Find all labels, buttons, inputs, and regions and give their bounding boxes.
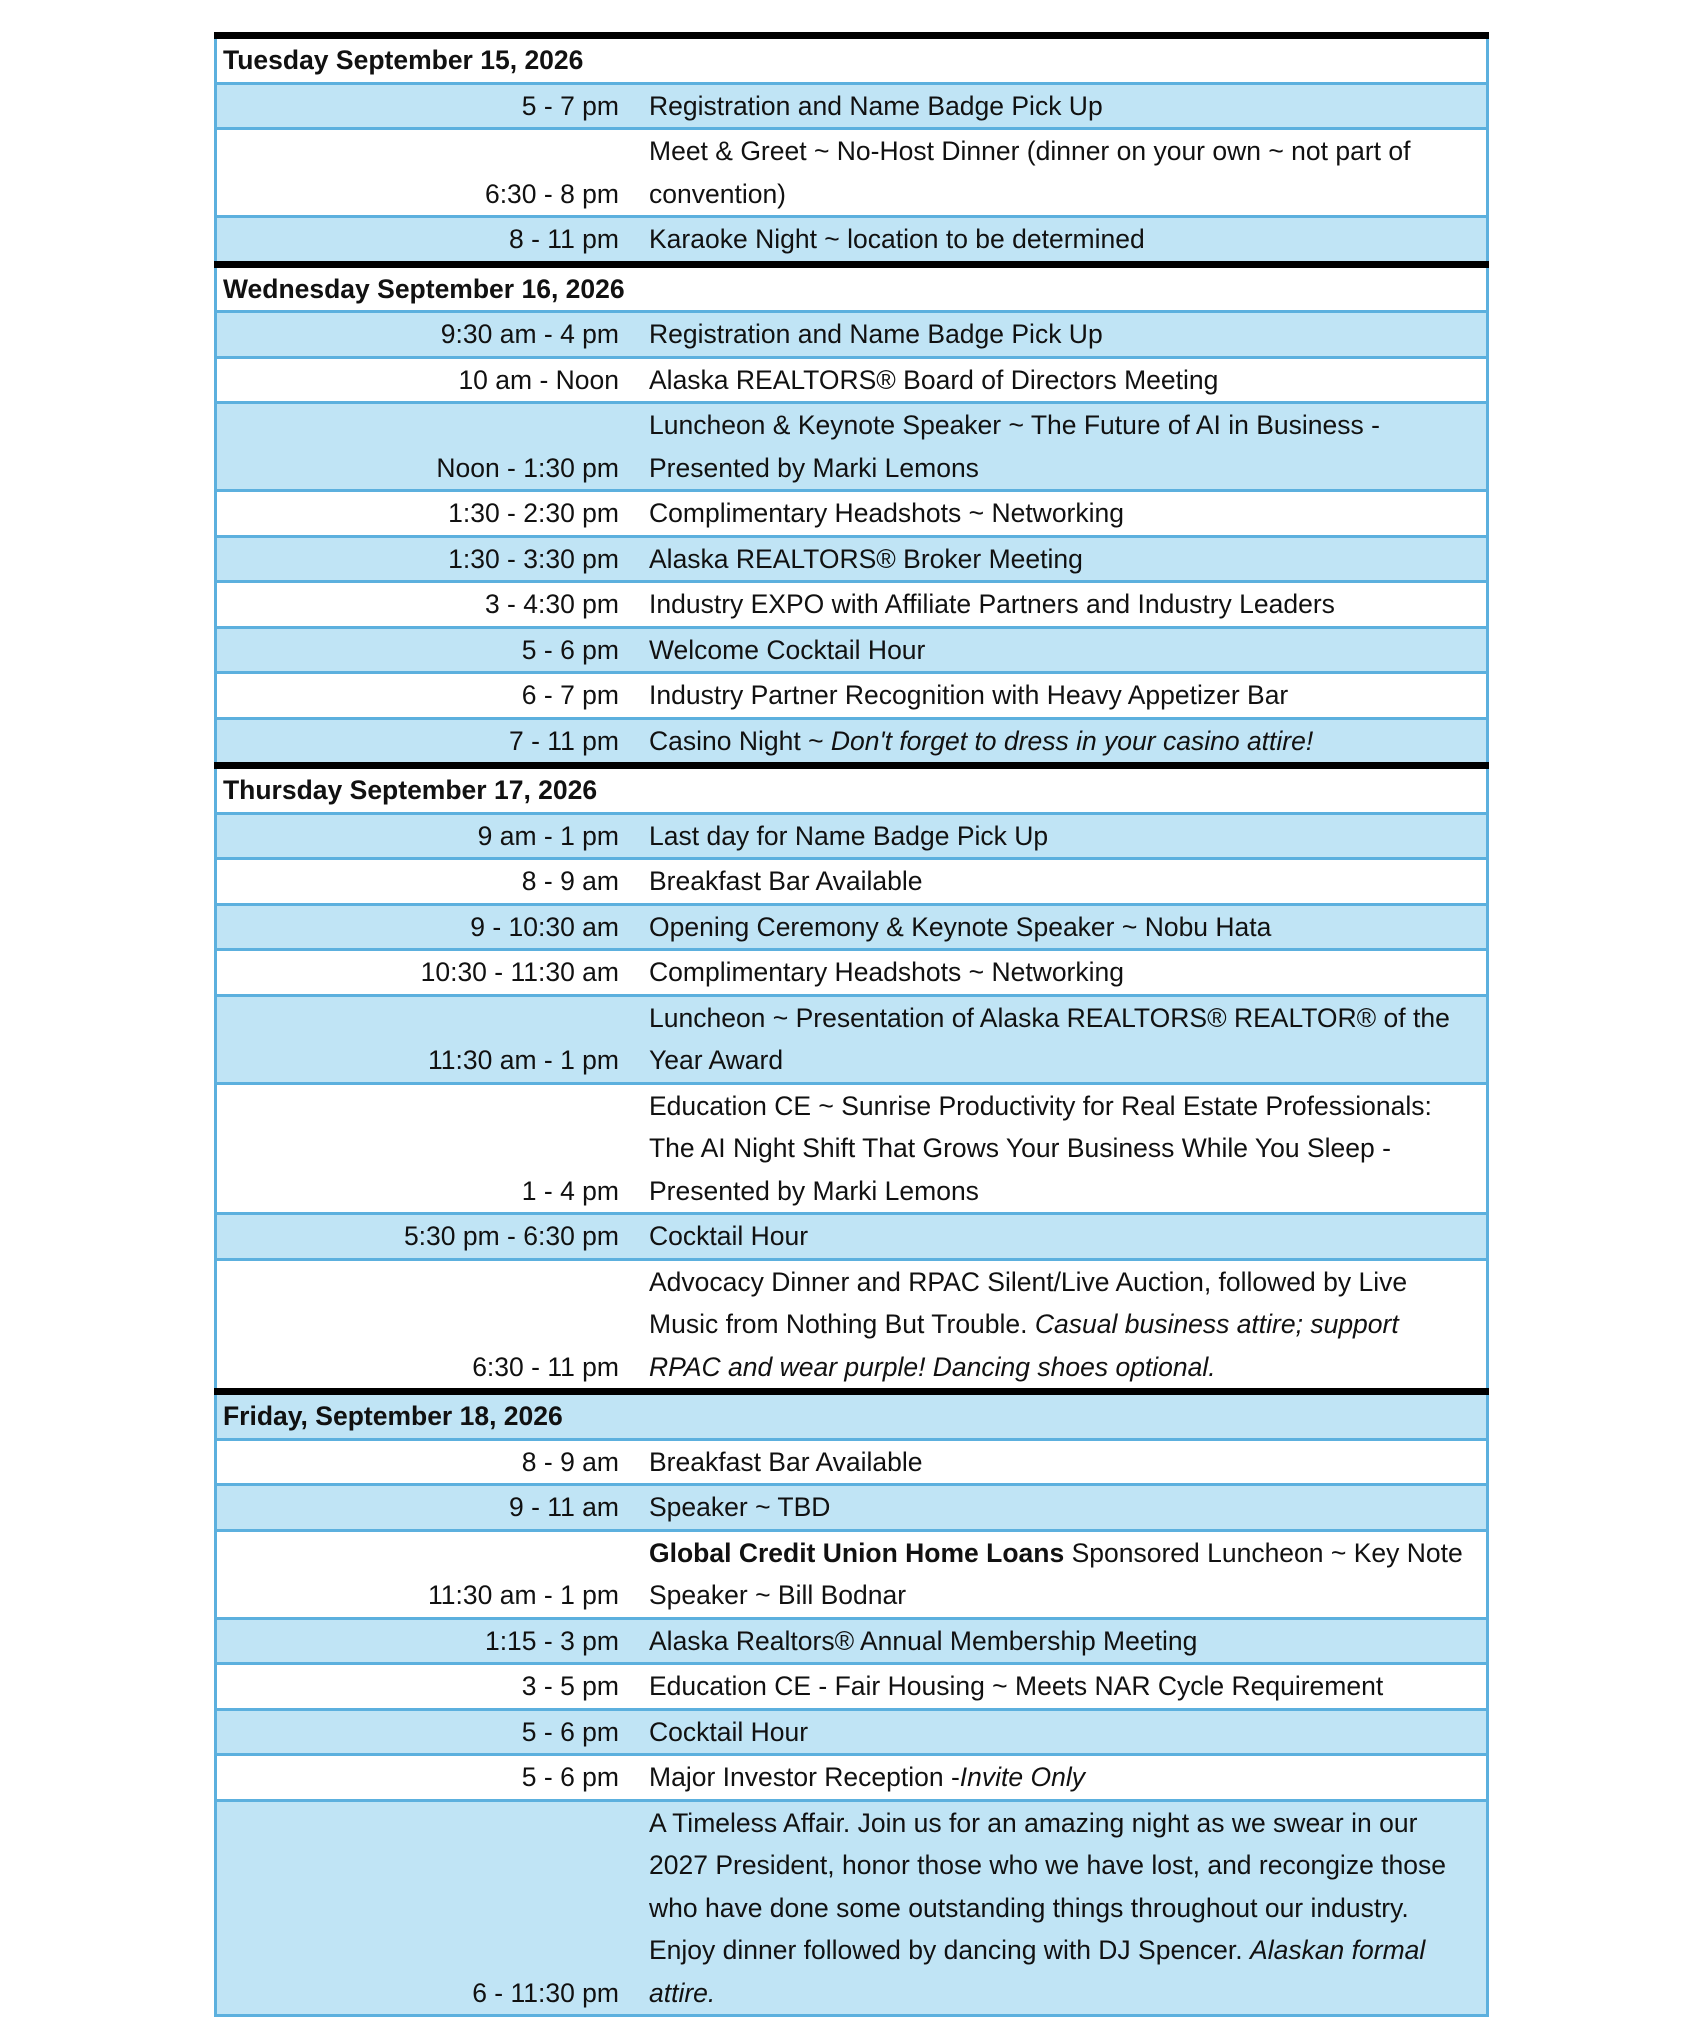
event-description: Education CE - Fair Housing ~ Meets NAR Cycle Requirement xyxy=(641,1664,1488,1710)
event-time: 10 am - Noon xyxy=(216,357,642,403)
event-description: Luncheon & Keynote Speaker ~ The Future of AI in Business - Presented by Marki Lemons xyxy=(641,403,1488,491)
event-row xyxy=(216,950,1488,996)
event-description: Alaska REALTORS® Broker Meeting xyxy=(641,536,1488,582)
event-description: Cocktail Hour xyxy=(641,1214,1488,1260)
event-row xyxy=(216,403,1488,491)
event-time: 8 - 11 pm xyxy=(216,217,642,265)
event-time: 1 - 4 pm xyxy=(216,1083,642,1214)
day-title: Friday, September 18, 2026 xyxy=(216,1392,1488,1440)
event-row xyxy=(216,217,1488,265)
event-description xyxy=(641,1755,1488,1801)
event-row xyxy=(216,536,1488,582)
event-row xyxy=(216,1618,1488,1664)
event-row xyxy=(216,1214,1488,1260)
event-row xyxy=(216,1083,1488,1214)
event-row xyxy=(216,718,1488,766)
event-row xyxy=(216,1259,1488,1392)
event-description: Alaska Realtors® Annual Membership Meeting xyxy=(641,1618,1488,1664)
event-description: Industry EXPO with Affiliate Partners and Industry Leaders xyxy=(641,582,1488,628)
event-row xyxy=(216,582,1488,628)
event-description: Complimentary Headshots ~ Networking xyxy=(641,950,1488,996)
event-description: Karaoke Night ~ location to be determined xyxy=(641,217,1488,265)
event-time: 6:30 - 11 pm xyxy=(216,1259,642,1392)
event-description: Luncheon ~ Presentation of Alaska REALTORS® REALTOR® of the Year Award xyxy=(641,995,1488,1083)
event-row xyxy=(216,673,1488,719)
event-time: 5 - 6 pm xyxy=(216,627,642,673)
day-header-row xyxy=(216,766,1488,814)
event-description: Opening Ceremony & Keynote Speaker ~ Nobu Hata xyxy=(641,904,1488,950)
event-note: Alaskan formal attire. xyxy=(649,1935,1426,2008)
event-row xyxy=(216,1800,1488,2016)
event-row xyxy=(216,357,1488,403)
event-description: Education CE ~ Sunrise Productivity for Real Estate Professionals: The AI Night Shift That Grows Your Business While You Sleep - Presented by Marki Lemons xyxy=(641,1083,1488,1214)
event-row xyxy=(216,129,1488,217)
event-time: 10:30 - 11:30 am xyxy=(216,950,642,996)
event-description: Alaska REALTORS® Board of Directors Meeting xyxy=(641,357,1488,403)
event-description: Registration and Name Badge Pick Up xyxy=(641,312,1488,358)
day-title: Wednesday September 16, 2026 xyxy=(216,264,1488,312)
event-time: 8 - 9 am xyxy=(216,1439,642,1485)
event-text: Casino Night ~ xyxy=(649,725,831,756)
event-note: Don't forget to dress in your casino attire! xyxy=(830,725,1314,756)
sponsor-name: Global Credit Union Home Loans xyxy=(649,1537,1065,1568)
day-header-row xyxy=(216,36,1488,84)
event-time: 1:30 - 3:30 pm xyxy=(216,536,642,582)
event-description xyxy=(641,1530,1488,1618)
event-description: Industry Partner Recognition with Heavy Appetizer Bar xyxy=(641,673,1488,719)
convention-schedule-table xyxy=(214,32,1489,2017)
event-row xyxy=(216,995,1488,1083)
event-time: 9:30 am - 4 pm xyxy=(216,312,642,358)
event-description: Cocktail Hour xyxy=(641,1709,1488,1755)
event-note: Invite Only xyxy=(959,1762,1085,1792)
event-time: 11:30 am - 1 pm xyxy=(216,1530,642,1618)
event-row xyxy=(216,813,1488,859)
event-text: A Timeless Affair. Join us for an amazing night as we swear in our 2027 President, honor those who we have lost, and recongize those who have done some outstanding things throughout our industry. Enjoy dinner followed by dancing with DJ Spencer. xyxy=(649,1807,1446,1965)
event-text: Major Investor Reception - xyxy=(649,1762,960,1792)
event-time: 6 - 7 pm xyxy=(216,673,642,719)
event-text: Sponsored Luncheon ~ Key Note Speaker ~ Bill Bodnar xyxy=(649,1537,1463,1610)
event-time: 7 - 11 pm xyxy=(216,718,642,766)
event-row xyxy=(216,859,1488,905)
event-time: 6:30 - 8 pm xyxy=(216,129,642,217)
event-time: 6 - 11:30 pm xyxy=(216,1800,642,2016)
event-time: 5 - 6 pm xyxy=(216,1755,642,1801)
event-note: Casual business attire; support RPAC and wear purple! Dancing shoes optional. xyxy=(649,1309,1399,1382)
event-description: Breakfast Bar Available xyxy=(641,1439,1488,1485)
event-description: Welcome Cocktail Hour xyxy=(641,627,1488,673)
event-time: 5 - 6 pm xyxy=(216,1709,642,1755)
event-time: 5:30 pm - 6:30 pm xyxy=(216,1214,642,1260)
event-time: 9 am - 1 pm xyxy=(216,813,642,859)
event-row xyxy=(216,1439,1488,1485)
day-title: Thursday September 17, 2026 xyxy=(216,766,1488,814)
event-time: 1:15 - 3 pm xyxy=(216,1618,642,1664)
day-header-row xyxy=(216,1392,1488,1440)
event-time: 5 - 7 pm xyxy=(216,83,642,129)
event-time: 11:30 am - 1 pm xyxy=(216,995,642,1083)
event-description: Complimentary Headshots ~ Networking xyxy=(641,491,1488,537)
event-description: Last day for Name Badge Pick Up xyxy=(641,813,1488,859)
event-description: Meet & Greet ~ No-Host Dinner (dinner on your own ~ not part of convention) xyxy=(641,129,1488,217)
event-row xyxy=(216,1664,1488,1710)
event-time: 9 - 11 am xyxy=(216,1485,642,1531)
event-description xyxy=(641,1259,1488,1392)
day-title: Tuesday September 15, 2026 xyxy=(216,36,1488,84)
event-row xyxy=(216,627,1488,673)
event-row xyxy=(216,1709,1488,1755)
event-time: 3 - 4:30 pm xyxy=(216,582,642,628)
event-description: Breakfast Bar Available xyxy=(641,859,1488,905)
event-row xyxy=(216,491,1488,537)
event-time: 3 - 5 pm xyxy=(216,1664,642,1710)
event-row xyxy=(216,1485,1488,1531)
event-row xyxy=(216,312,1488,358)
event-time: 9 - 10:30 am xyxy=(216,904,642,950)
event-row xyxy=(216,904,1488,950)
event-text: Advocacy Dinner and RPAC Silent/Live Auction, followed by Live Music from Nothing But Trouble. xyxy=(649,1266,1408,1339)
event-time: Noon - 1:30 pm xyxy=(216,403,642,491)
event-row xyxy=(216,1755,1488,1801)
event-row xyxy=(216,1530,1488,1618)
event-row xyxy=(216,83,1488,129)
event-time: 1:30 - 2:30 pm xyxy=(216,491,642,537)
event-description xyxy=(641,1800,1488,2016)
event-time: 8 - 9 am xyxy=(216,859,642,905)
event-description xyxy=(641,718,1488,766)
event-description: Registration and Name Badge Pick Up xyxy=(641,83,1488,129)
event-description: Speaker ~ TBD xyxy=(641,1485,1488,1531)
day-header-row xyxy=(216,264,1488,312)
